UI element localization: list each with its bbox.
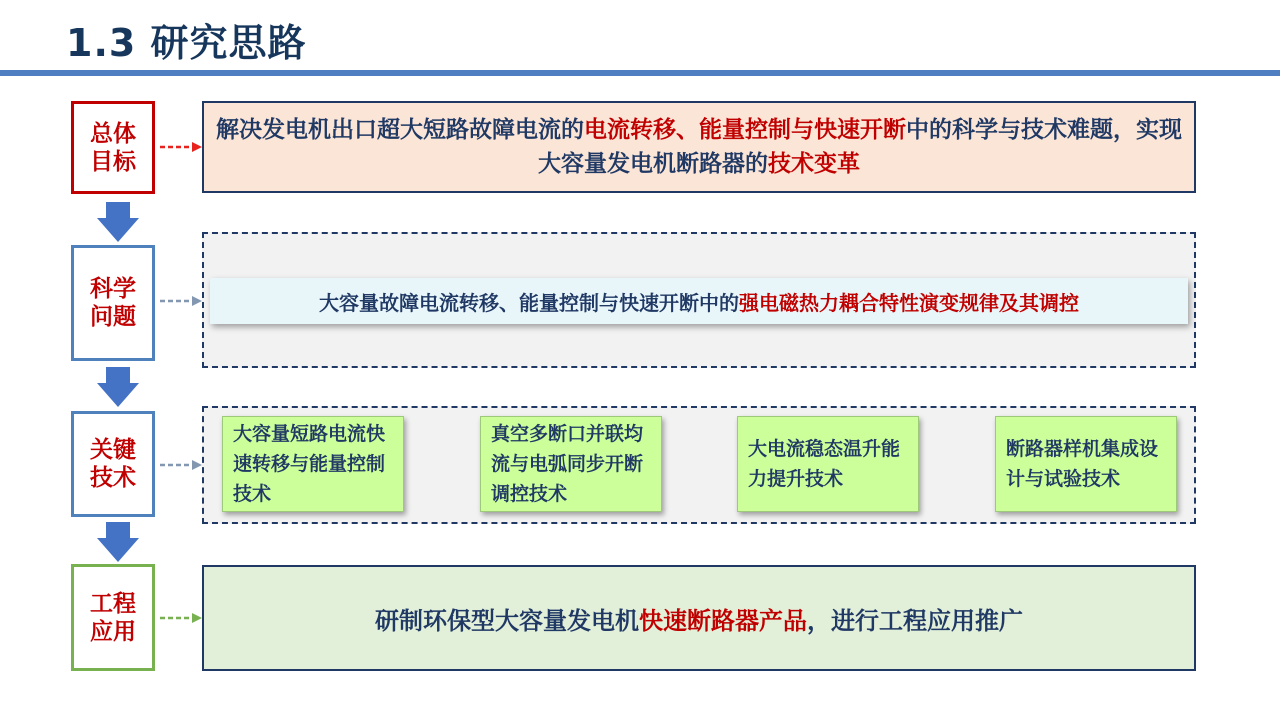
label-line: 工程 [90, 590, 136, 617]
goal-text-part: 解决发电机出口超大短路故障电流的 [216, 117, 584, 143]
goal-highlight: 技术变革 [768, 151, 860, 177]
science-highlight: 强电磁热力耦合特性演变规律及其调控 [739, 290, 1079, 315]
goal-highlight: 电流转移、能量控制与快速开断 [584, 117, 906, 143]
label-line: 应用 [90, 618, 136, 645]
page-title: 1.3 研究思路 [66, 21, 307, 65]
dashed-arrow-icon [160, 141, 202, 153]
label-line: 目标 [90, 148, 136, 175]
down-arrow-icon [97, 202, 139, 242]
label-engineering-application [71, 564, 155, 671]
engineering-application-box [202, 565, 1196, 671]
key-tech-card: 真空多断口并联均流与电弧同步开断调控技术 [480, 416, 662, 512]
down-arrow-icon [97, 522, 139, 562]
scientific-question-box [210, 278, 1188, 324]
goal-text-part: 中的科学与技术难题，实现大容量发电机断路器的 [538, 117, 1182, 177]
dashed-arrow-icon [160, 295, 202, 307]
label-overall-goal [71, 101, 155, 194]
science-text-part: 大容量故障电流转移、能量控制与快速开断中的 [319, 290, 739, 315]
dashed-arrow-icon [160, 459, 202, 471]
label-line: 问题 [90, 304, 136, 330]
eng-highlight: 快速断路器产品 [639, 606, 807, 635]
overall-goal-box [202, 101, 1196, 193]
label-line: 总体 [90, 120, 136, 147]
key-tech-card: 大电流稳态温升能力提升技术 [737, 416, 919, 512]
key-tech-card: 断路器样机集成设计与试验技术 [995, 416, 1177, 512]
label-line: 科学 [90, 276, 136, 302]
eng-text-part: 研制环保型大容量发电机 [375, 606, 639, 635]
eng-text-part: ，进行工程应用推广 [807, 606, 1023, 635]
key-tech-card: 大容量短路电流快速转移与能量控制技术 [222, 416, 404, 512]
label-scientific-question [71, 245, 155, 361]
overall-goal-text [214, 113, 1184, 181]
down-arrow-icon [97, 367, 139, 407]
label-key-technology [71, 411, 155, 517]
title-divider [0, 70, 1280, 76]
label-line: 关键 [90, 437, 136, 463]
label-line: 技术 [90, 465, 136, 491]
dashed-arrow-icon [160, 612, 202, 624]
